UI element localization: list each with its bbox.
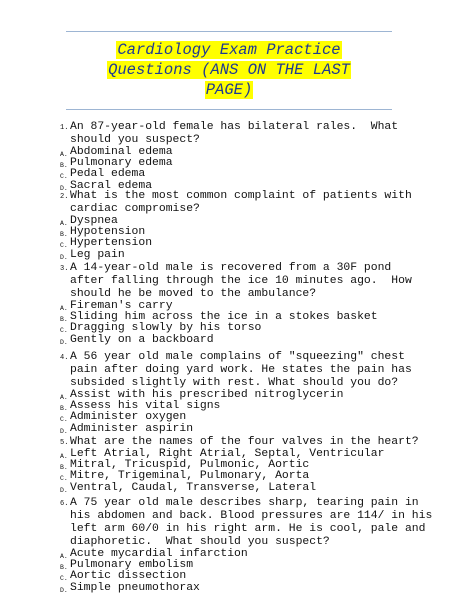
option-letter: D. [60,427,68,435]
question-1 [60,121,420,192]
option-letter: D. [60,586,68,594]
option-letter: C. [60,416,68,424]
answer-option [60,250,420,261]
option-text: Dyspnea [70,215,118,227]
top-divider [66,31,392,32]
option-text: Gently on a backboard [70,333,214,346]
question-text: cardiac compromise? [70,203,200,215]
question-text: An 87-year-old female has bilateral rales. What [70,121,399,133]
option-letter: B. [60,231,68,239]
question-text: should he be moved to the ambulance? [70,288,317,300]
option-text: Dragging slowly by his torso [70,322,262,335]
option-text: Ventral, Caudal, Transverse, Lateral [70,481,317,494]
question-text: subsided slightly with rest. What should you do? [70,377,399,389]
question-6 [60,497,433,594]
option-text: Administer aspirin [70,422,194,435]
option-text: Mitral, Tricuspid, Pulmonic, Aortic [70,459,310,472]
option-text: Hypertension [70,237,153,250]
option-letter: C. [60,327,68,335]
option-text: Fireman's carry [70,300,173,312]
question-number: 4. [60,354,69,362]
question-number: 3. [60,265,69,273]
option-text: Sacral edema [70,179,153,192]
option-text: Hypotension [70,226,146,239]
option-letter: A. [60,305,68,312]
option-letter: C. [60,173,68,181]
option-text: Leg pain [70,248,125,261]
option-text: Abdominal edema [70,146,173,158]
option-letter: A. [60,151,68,158]
question-text: What are the names of the four valves in the heart? [70,436,419,448]
title-line-3: PAGE) [205,81,253,99]
option-letter: B. [60,564,68,572]
option-text: Simple pneumothorax [70,581,200,594]
question-2 [60,190,420,261]
option-letter: B. [60,464,68,472]
question-text: pain after doing yard work. He states the pain has [70,364,412,376]
option-letter: C. [60,575,68,583]
question-text: left arm 60/0 in his right arm. He is cool, pale and [70,523,426,535]
option-letter: A. [60,220,68,227]
question-number: 5. [60,439,69,447]
option-text: Assess his vital signs [70,400,221,413]
title-line-2: Questions (ANS ON THE LAST [108,61,350,79]
title-line-1: Cardiology Exam Practice [117,41,341,59]
option-letter: C. [60,242,68,250]
option-text: Assist with his prescribed nitroglycerin [70,389,344,401]
option-text: Acute mycardial infarction [70,548,248,560]
bottom-divider [66,109,392,110]
question-text-line [60,262,420,275]
question-text: A 14-year-old male is recovered from a 30F pond [70,262,392,274]
question-text-line [60,190,420,203]
option-text: Administer oxygen [70,411,187,424]
question-text-line [60,497,420,510]
question-number: 1. [60,124,69,132]
question-text: A 75 year old male describes sharp, tearing pain in [70,497,419,509]
question-text-line [60,121,420,134]
question-text: What is the most common complaint of patients with [70,190,412,202]
option-text: Sliding him across the ice in a stokes basket [70,311,378,324]
question-5 [60,436,420,494]
question-text: should you suspect? [70,134,200,146]
question-text-line [60,523,426,536]
answer-option [60,583,420,594]
option-text: Mitre, Trigeminal, Pulmonary, Aorta [70,470,310,483]
question-number: 6. [60,500,69,508]
option-text: Pedal edema [70,168,146,181]
option-letter: B. [60,316,68,324]
option-letter: A. [60,553,68,560]
page-title [66,40,392,100]
question-number: 2. [60,193,69,201]
question-text-line [60,351,420,364]
option-text: Pulmonary embolism [70,559,194,572]
option-text: Pulmonary edema [70,157,173,170]
option-text: Aortic dissection [70,570,187,583]
option-letter: D. [60,184,68,192]
question-3 [60,262,420,346]
question-text: diaphoretic. What should you suspect? [70,536,330,548]
option-letter: D. [60,486,68,494]
answer-option [60,335,420,346]
option-letter: D. [60,338,68,346]
question-text: after falling through the ice 10 minutes ago. How [70,275,412,287]
option-letter: B. [60,405,68,413]
question-text-line [60,364,420,377]
option-letter: A. [60,453,68,460]
question-4 [60,351,420,435]
option-text: Left Atrial, Right Atrial, Septal, Ventricular [70,448,385,460]
answer-option [60,424,420,435]
option-letter: C. [60,475,68,483]
answer-option [60,483,420,494]
option-letter: B. [60,162,68,170]
question-text-line [60,275,420,288]
option-letter: A. [60,394,68,401]
option-letter: D. [60,253,68,261]
question-text: his abdomen and back. Blood pressures are 114/ in his [70,510,433,522]
question-text-line [60,510,433,523]
question-text: A 56 year old male complains of "squeezing" chest [70,351,405,363]
